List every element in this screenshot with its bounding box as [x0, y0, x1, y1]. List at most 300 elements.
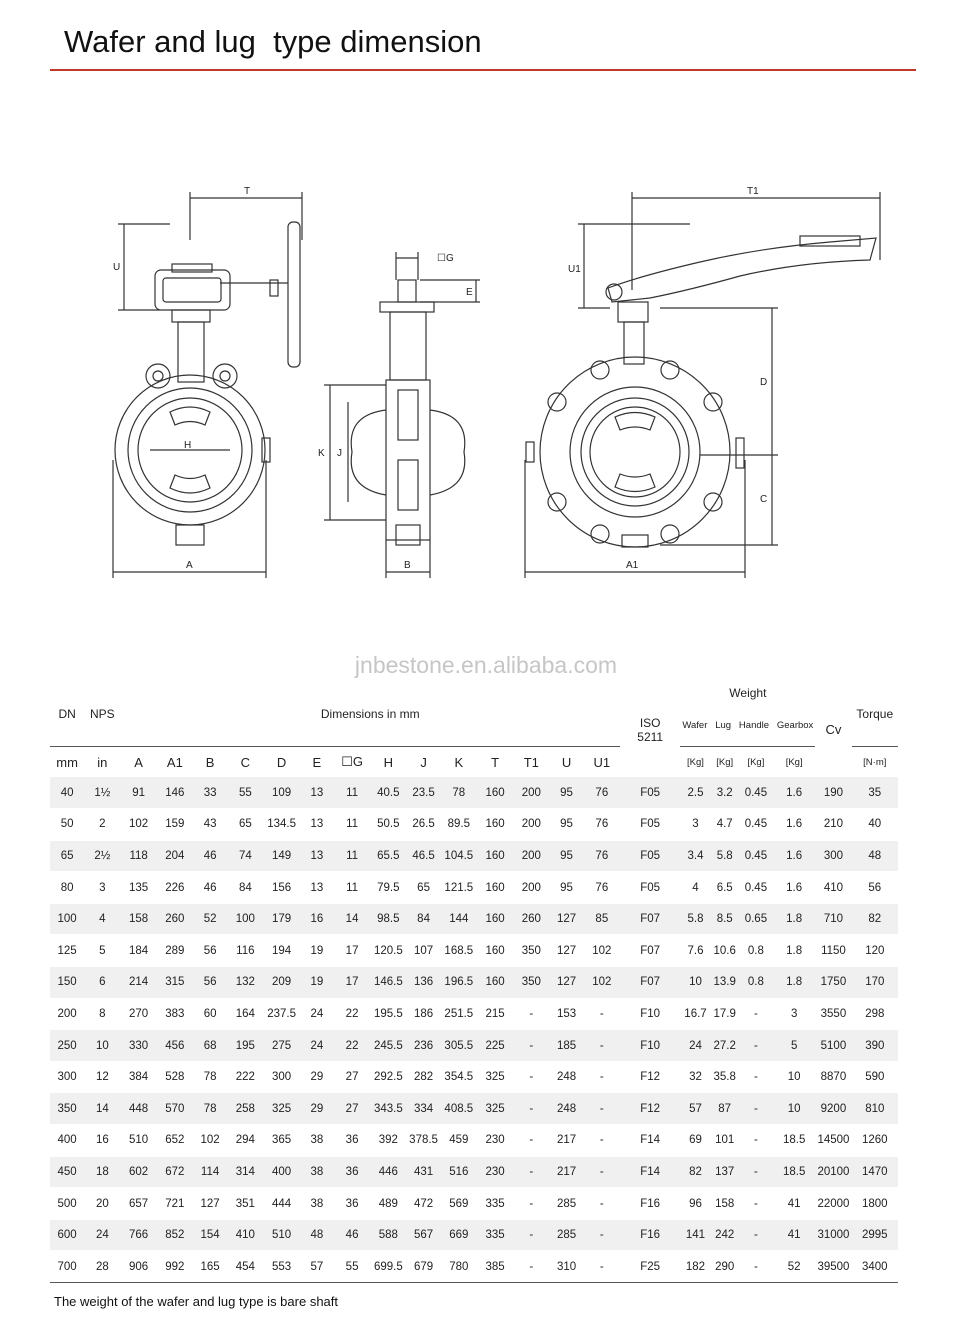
table-cell: 2995 [852, 1219, 898, 1251]
table-cell: 226 [157, 872, 193, 904]
table-cell: 6 [84, 967, 120, 999]
table-cell: 9200 [815, 1093, 851, 1125]
table-cell: 39500 [815, 1251, 851, 1283]
header-g: ☐G [334, 747, 370, 778]
table-cell: 289 [157, 935, 193, 967]
table-cell: - [739, 1156, 773, 1188]
table-row [50, 1219, 898, 1251]
table-cell: 13.9 [711, 967, 739, 999]
table-row [50, 935, 898, 967]
table-cell: F10 [620, 1030, 680, 1062]
table-cell: 38 [300, 1188, 334, 1220]
table-cell: 29 [300, 1061, 334, 1093]
table-cell: 236 [406, 1030, 440, 1062]
table-cell: 12 [84, 1061, 120, 1093]
table-cell: 41 [773, 1188, 815, 1220]
table-cell: F05 [620, 809, 680, 841]
table-cell: 19 [300, 935, 334, 967]
header-cv: Cv [825, 722, 842, 737]
table-cell: 282 [406, 1061, 440, 1093]
table-cell: 27.2 [711, 1030, 739, 1062]
table-cell: 569 [441, 1188, 477, 1220]
table-cell: 0.45 [739, 777, 773, 809]
table-cell: 76 [584, 840, 620, 872]
table-cell: 214 [120, 967, 156, 999]
table-cell: 1.6 [773, 809, 815, 841]
table-cell: 107 [406, 935, 440, 967]
table-cell: - [513, 1251, 549, 1283]
table-cell: 74 [227, 840, 263, 872]
header-unit-handle: [Kg] [739, 747, 773, 778]
table-cell: 354.5 [441, 1061, 477, 1093]
table-row [50, 1030, 898, 1062]
table-cell: 196.5 [441, 967, 477, 999]
table-cell: 158 [711, 1188, 739, 1220]
table-cell: 24 [300, 1030, 334, 1062]
table-cell: F05 [620, 777, 680, 809]
table-cell: 160 [477, 809, 513, 841]
table-cell: 657 [120, 1188, 156, 1220]
table-cell: - [584, 1251, 620, 1283]
label-U1: U1 [568, 264, 581, 275]
table-cell: 350 [50, 1093, 84, 1125]
table-cell: - [739, 1061, 773, 1093]
table-cell: 314 [227, 1156, 263, 1188]
table-cell: 22000 [815, 1188, 851, 1220]
table-cell: 102 [584, 967, 620, 999]
header-in: in [84, 747, 120, 778]
table-cell: 55 [227, 777, 263, 809]
table-cell: 292.5 [370, 1061, 406, 1093]
table-cell: 10 [773, 1061, 815, 1093]
table-cell: 3400 [852, 1251, 898, 1283]
table-cell: 510 [263, 1219, 299, 1251]
table-cell: 810 [852, 1093, 898, 1125]
table-cell: 10 [773, 1093, 815, 1125]
table-cell: 132 [227, 967, 263, 999]
table-cell: 1½ [84, 777, 120, 809]
table-cell: 385 [477, 1251, 513, 1283]
table-cell: 24 [300, 998, 334, 1030]
table-cell: 285 [549, 1188, 583, 1220]
header-handle: Handle [738, 720, 770, 731]
table-cell: 500 [50, 1188, 84, 1220]
table-cell: 2.5 [680, 777, 710, 809]
table-cell: 365 [263, 1125, 299, 1157]
table-cell: 5 [84, 935, 120, 967]
label-U: U [113, 262, 121, 273]
table-cell: 79.5 [370, 872, 406, 904]
valve-side-view [324, 252, 480, 578]
header-unit-lug: [Kg] [711, 747, 739, 778]
table-cell: 52 [773, 1251, 815, 1283]
table-cell: 76 [584, 809, 620, 841]
table-cell: - [513, 1030, 549, 1062]
table-cell: 489 [370, 1188, 406, 1220]
table-cell: 95 [549, 777, 583, 809]
table-row [50, 1061, 898, 1093]
title-underline [50, 69, 916, 71]
table-cell: 298 [852, 998, 898, 1030]
table-cell: 60 [193, 998, 227, 1030]
table-cell: 101 [711, 1125, 739, 1157]
table-cell: F16 [620, 1188, 680, 1220]
table-cell: 528 [157, 1061, 193, 1093]
table-cell: 17 [334, 967, 370, 999]
table-row [50, 809, 898, 841]
table-cell: 275 [263, 1030, 299, 1062]
table-cell: 32 [680, 1061, 710, 1093]
table-cell: 516 [441, 1156, 477, 1188]
watermark: jnbestone.en.alibaba.com [354, 652, 618, 678]
table-cell: 454 [227, 1251, 263, 1283]
table-cell: 570 [157, 1093, 193, 1125]
header-h: H [370, 747, 406, 778]
table-cell: 200 [513, 872, 549, 904]
table-cell: 230 [477, 1125, 513, 1157]
table-cell: F10 [620, 998, 680, 1030]
table-cell: 35.8 [711, 1061, 739, 1093]
table-cell: 18 [84, 1156, 120, 1188]
table-header-sub [50, 747, 898, 778]
table-cell: 721 [157, 1188, 193, 1220]
table-cell: 4.7 [711, 809, 739, 841]
label-G: ☐G [437, 253, 454, 264]
table-cell: 168.5 [441, 935, 477, 967]
table-cell: 78 [193, 1093, 227, 1125]
table-cell: 40 [50, 777, 84, 809]
label-A1: A1 [626, 560, 639, 571]
table-cell: - [513, 1125, 549, 1157]
footnote: The weight of the wafer and lug type is bare shaft [54, 1294, 339, 1309]
table-cell: - [739, 1188, 773, 1220]
table-cell: 210 [815, 809, 851, 841]
label-J: J [337, 448, 342, 459]
header-u1: U1 [584, 747, 620, 778]
table-cell: 69 [680, 1125, 710, 1157]
header-t: T [477, 747, 513, 778]
table-cell: 260 [513, 903, 549, 935]
table-cell: 29 [300, 1093, 334, 1125]
header-mm: mm [50, 747, 84, 778]
table-cell: 1.6 [773, 872, 815, 904]
table-cell: 3 [680, 809, 710, 841]
table-cell: 270 [120, 998, 156, 1030]
table-cell: 305.5 [441, 1030, 477, 1062]
table-cell: 0.45 [739, 809, 773, 841]
table-cell: 164 [227, 998, 263, 1030]
table-cell: 194 [263, 935, 299, 967]
table-cell: 137 [711, 1156, 739, 1188]
table-cell: 10.6 [711, 935, 739, 967]
table-cell: 204 [157, 840, 193, 872]
table-cell: 46 [193, 840, 227, 872]
table-cell: 65 [406, 872, 440, 904]
table-cell: 87 [711, 1093, 739, 1125]
table-cell: 57 [680, 1093, 710, 1125]
table-cell: 160 [477, 967, 513, 999]
table-header-top [50, 682, 898, 747]
table-cell: 285 [549, 1219, 583, 1251]
label-E: E [466, 287, 473, 298]
table-cell: 0.8 [739, 935, 773, 967]
table-cell: 8 [84, 998, 120, 1030]
table-cell: 100 [227, 903, 263, 935]
table-cell: 10 [680, 967, 710, 999]
table-cell: 992 [157, 1251, 193, 1283]
table-cell: 1.6 [773, 840, 815, 872]
table-row [50, 967, 898, 999]
table-cell: 14 [84, 1093, 120, 1125]
table-cell: 185 [549, 1030, 583, 1062]
table-cell: 27 [334, 1093, 370, 1125]
table-cell: 127 [549, 967, 583, 999]
table-cell: 450 [50, 1156, 84, 1188]
table-cell: 38 [300, 1156, 334, 1188]
table-cell: 109 [263, 777, 299, 809]
table-cell: 149 [263, 840, 299, 872]
header-weight [680, 682, 815, 747]
table-cell: - [584, 1030, 620, 1062]
header-d: D [263, 747, 299, 778]
table-cell: 325 [477, 1061, 513, 1093]
table-cell: 1.6 [773, 777, 815, 809]
table-cell: 156 [263, 872, 299, 904]
table-cell: 40.5 [370, 777, 406, 809]
table-cell: - [513, 1219, 549, 1251]
header-dn: DN [58, 707, 76, 721]
table-cell: 146 [157, 777, 193, 809]
table-cell: 237.5 [263, 998, 299, 1030]
table-cell: 472 [406, 1188, 440, 1220]
header-t1: T1 [513, 747, 549, 778]
table-cell: 55 [334, 1251, 370, 1283]
header-wafer: Wafer [682, 720, 708, 731]
table-cell: 16.7 [680, 998, 710, 1030]
table-cell: 154 [193, 1219, 227, 1251]
table-cell: F14 [620, 1125, 680, 1157]
table-row [50, 998, 898, 1030]
table-cell: 200 [513, 777, 549, 809]
table-cell: 184 [120, 935, 156, 967]
table-cell: - [584, 1125, 620, 1157]
table-cell: 248 [549, 1093, 583, 1125]
table-row [50, 840, 898, 872]
table-cell: 127 [549, 903, 583, 935]
table-cell: 46 [193, 872, 227, 904]
table-row [50, 1125, 898, 1157]
table-cell: 102 [120, 809, 156, 841]
label-D: D [760, 377, 768, 388]
table-cell: 350 [513, 935, 549, 967]
header-gearbox: Gearbox [776, 720, 814, 731]
table-cell: 766 [120, 1219, 156, 1251]
table-cell: 16 [84, 1125, 120, 1157]
header-unit-wafer: [Kg] [680, 747, 710, 778]
table-cell: F05 [620, 872, 680, 904]
label-B: B [404, 560, 411, 571]
table-cell: 679 [406, 1251, 440, 1283]
table-cell: 652 [157, 1125, 193, 1157]
table-cell: 710 [815, 903, 851, 935]
table-cell: 0.45 [739, 840, 773, 872]
table-cell: - [739, 1030, 773, 1062]
table-cell: 144 [441, 903, 477, 935]
table-cell: F14 [620, 1156, 680, 1188]
table-cell: - [513, 1061, 549, 1093]
table-cell: 190 [815, 777, 851, 809]
table-cell: 431 [406, 1156, 440, 1188]
table-cell: 41 [773, 1219, 815, 1251]
table-cell: 250 [50, 1030, 84, 1062]
table-cell: 96 [680, 1188, 710, 1220]
table-cell: 36 [334, 1156, 370, 1188]
label-H: H [184, 440, 192, 451]
table-cell: 85 [584, 903, 620, 935]
table-cell: 5.8 [711, 840, 739, 872]
table-cell: F12 [620, 1093, 680, 1125]
table-cell: 5 [773, 1030, 815, 1062]
table-cell: F05 [620, 840, 680, 872]
header-unit-gearbox: [Kg] [773, 747, 815, 778]
table-cell: 65.5 [370, 840, 406, 872]
table-cell: 50.5 [370, 809, 406, 841]
header-torque: Torque [856, 707, 894, 721]
table-cell: 141 [680, 1219, 710, 1251]
table-cell: - [584, 1156, 620, 1188]
table-cell: 3.2 [711, 777, 739, 809]
table-cell: 444 [263, 1188, 299, 1220]
table-cell: 65 [227, 809, 263, 841]
table-cell: 384 [120, 1061, 156, 1093]
table-cell: 23.5 [406, 777, 440, 809]
technical-drawing [0, 180, 972, 590]
table-cell: 100 [50, 903, 84, 935]
table-cell: 1150 [815, 935, 851, 967]
table-cell: 11 [334, 777, 370, 809]
table-cell: 6.5 [711, 872, 739, 904]
table-cell: 52 [193, 903, 227, 935]
label-C: C [760, 494, 768, 505]
table-cell: 410 [227, 1219, 263, 1251]
table-cell: 248 [549, 1061, 583, 1093]
table-cell: 290 [711, 1251, 739, 1283]
table-cell: F25 [620, 1251, 680, 1283]
table-cell: 36 [334, 1188, 370, 1220]
table-cell: 3 [773, 998, 815, 1030]
table-cell: 65 [50, 840, 84, 872]
table-cell: 343.5 [370, 1093, 406, 1125]
table-cell: 5100 [815, 1030, 851, 1062]
table-cell: 160 [477, 935, 513, 967]
header-iso: ISO 5211 [637, 715, 664, 744]
table-cell: - [584, 1219, 620, 1251]
table-cell: 28 [84, 1251, 120, 1283]
table-cell: 22 [334, 1030, 370, 1062]
table-cell: 36 [334, 1125, 370, 1157]
lug-handle-front-view [525, 192, 880, 578]
table-cell: 3.4 [680, 840, 710, 872]
table-cell: 11 [334, 809, 370, 841]
table-cell: 200 [513, 809, 549, 841]
table-cell: 160 [477, 777, 513, 809]
table-cell: 0.45 [739, 872, 773, 904]
table-row [50, 1188, 898, 1220]
table-cell: 91 [120, 777, 156, 809]
table-cell: 24 [680, 1030, 710, 1062]
table-cell: 50 [50, 809, 84, 841]
table-cell: 195 [227, 1030, 263, 1062]
table-row [50, 1156, 898, 1188]
table-cell: - [513, 1156, 549, 1188]
table-cell: 325 [477, 1093, 513, 1125]
table-cell: 165 [193, 1251, 227, 1283]
table-cell: 294 [227, 1125, 263, 1157]
table-cell: 215 [477, 998, 513, 1030]
header-a1: A1 [157, 747, 193, 778]
table-cell: 410 [815, 872, 851, 904]
table-cell: 242 [711, 1219, 739, 1251]
table-cell: 125 [50, 935, 84, 967]
table-cell: 217 [549, 1125, 583, 1157]
table-cell: 84 [406, 903, 440, 935]
table-cell: 33 [193, 777, 227, 809]
table-cell: - [739, 1125, 773, 1157]
table-cell: F16 [620, 1219, 680, 1251]
table-cell: 127 [193, 1188, 227, 1220]
table-cell: 8870 [815, 1061, 851, 1093]
table-cell: 48 [300, 1219, 334, 1251]
table-cell: 245.5 [370, 1030, 406, 1062]
table-cell: 82 [680, 1156, 710, 1188]
table-cell: 153 [549, 998, 583, 1030]
table-cell: 20100 [815, 1156, 851, 1188]
table-cell: 134.5 [263, 809, 299, 841]
table-cell: - [513, 1093, 549, 1125]
table-cell: 3550 [815, 998, 851, 1030]
header-a: A [120, 747, 156, 778]
table-cell: 400 [263, 1156, 299, 1188]
table-cell: 95 [549, 809, 583, 841]
table-cell: 57 [300, 1251, 334, 1283]
table-cell: F07 [620, 967, 680, 999]
table-cell: 392 [370, 1125, 406, 1157]
header-b: B [193, 747, 227, 778]
table-cell: 31000 [815, 1219, 851, 1251]
table-cell: 510 [120, 1125, 156, 1157]
table-cell: 602 [120, 1156, 156, 1188]
header-dimensions: Dimensions in mm [320, 707, 420, 721]
table-cell: 906 [120, 1251, 156, 1283]
table-cell: 89.5 [441, 809, 477, 841]
table-cell: 780 [441, 1251, 477, 1283]
table-cell: 300 [50, 1061, 84, 1093]
table-cell: 310 [549, 1251, 583, 1283]
table-cell: 1.8 [773, 967, 815, 999]
table-row [50, 1251, 898, 1283]
dimension-table [50, 682, 898, 1283]
table-cell: - [584, 1061, 620, 1093]
table-cell: 7.6 [680, 935, 710, 967]
table-cell: 150 [50, 967, 84, 999]
table-cell: 17 [334, 935, 370, 967]
table-cell: 121.5 [441, 872, 477, 904]
table-cell: 4 [84, 903, 120, 935]
table-cell: 2½ [84, 840, 120, 872]
table-cell: 43 [193, 809, 227, 841]
table-cell: 27 [334, 1061, 370, 1093]
table-cell: 127 [549, 935, 583, 967]
